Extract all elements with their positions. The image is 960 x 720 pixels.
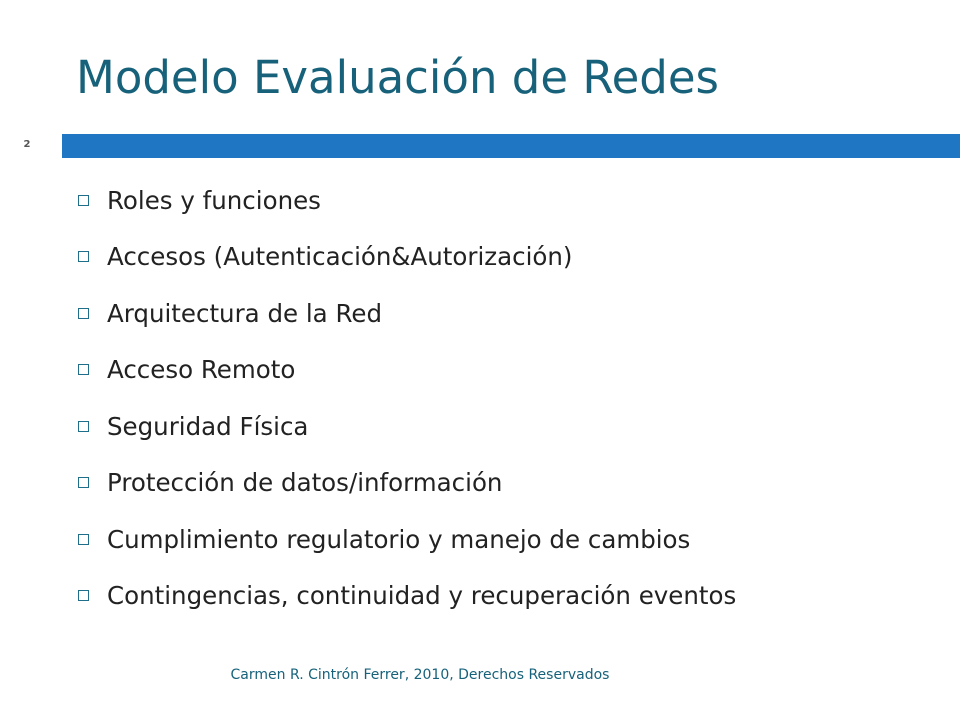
square-bullet-icon (78, 590, 89, 601)
bullet-item (78, 455, 736, 512)
bullet-item (78, 172, 736, 229)
bullet-text: Arquitectura de la Red (107, 298, 383, 328)
bullet-item (78, 568, 736, 625)
slide-number-box (0, 134, 62, 158)
slide-number: 2 (23, 139, 31, 150)
slide-title: Modelo Evaluación de Redes (76, 51, 719, 104)
square-bullet-icon (78, 421, 89, 432)
bullet-item (78, 398, 736, 455)
title-accent-bar (62, 134, 960, 158)
bullet-text: Roles y funciones (107, 185, 321, 215)
slide-footer: Carmen R. Cintrón Ferrer, 2010, Derechos Reservados (230, 667, 610, 683)
bullet-text: Acceso Remoto (107, 355, 296, 385)
bullet-text: Accesos (Autenticación&Autorización) (107, 242, 573, 272)
bullet-item (78, 229, 736, 286)
bullet-item (78, 511, 736, 568)
square-bullet-icon (78, 251, 89, 262)
bullet-text: Seguridad Física (107, 411, 309, 441)
square-bullet-icon (78, 308, 89, 319)
bullet-text: Contingencias, continuidad y recuperación eventos (107, 581, 737, 611)
square-bullet-icon (78, 364, 89, 375)
square-bullet-icon (78, 534, 89, 545)
bullet-list (78, 172, 736, 624)
bullet-item (78, 285, 736, 342)
square-bullet-icon (78, 195, 89, 206)
bullet-text: Protección de datos/información (107, 468, 503, 498)
bullet-text: Cumplimiento regulatorio y manejo de cambios (107, 524, 691, 554)
bullet-item (78, 342, 736, 399)
square-bullet-icon (78, 477, 89, 488)
